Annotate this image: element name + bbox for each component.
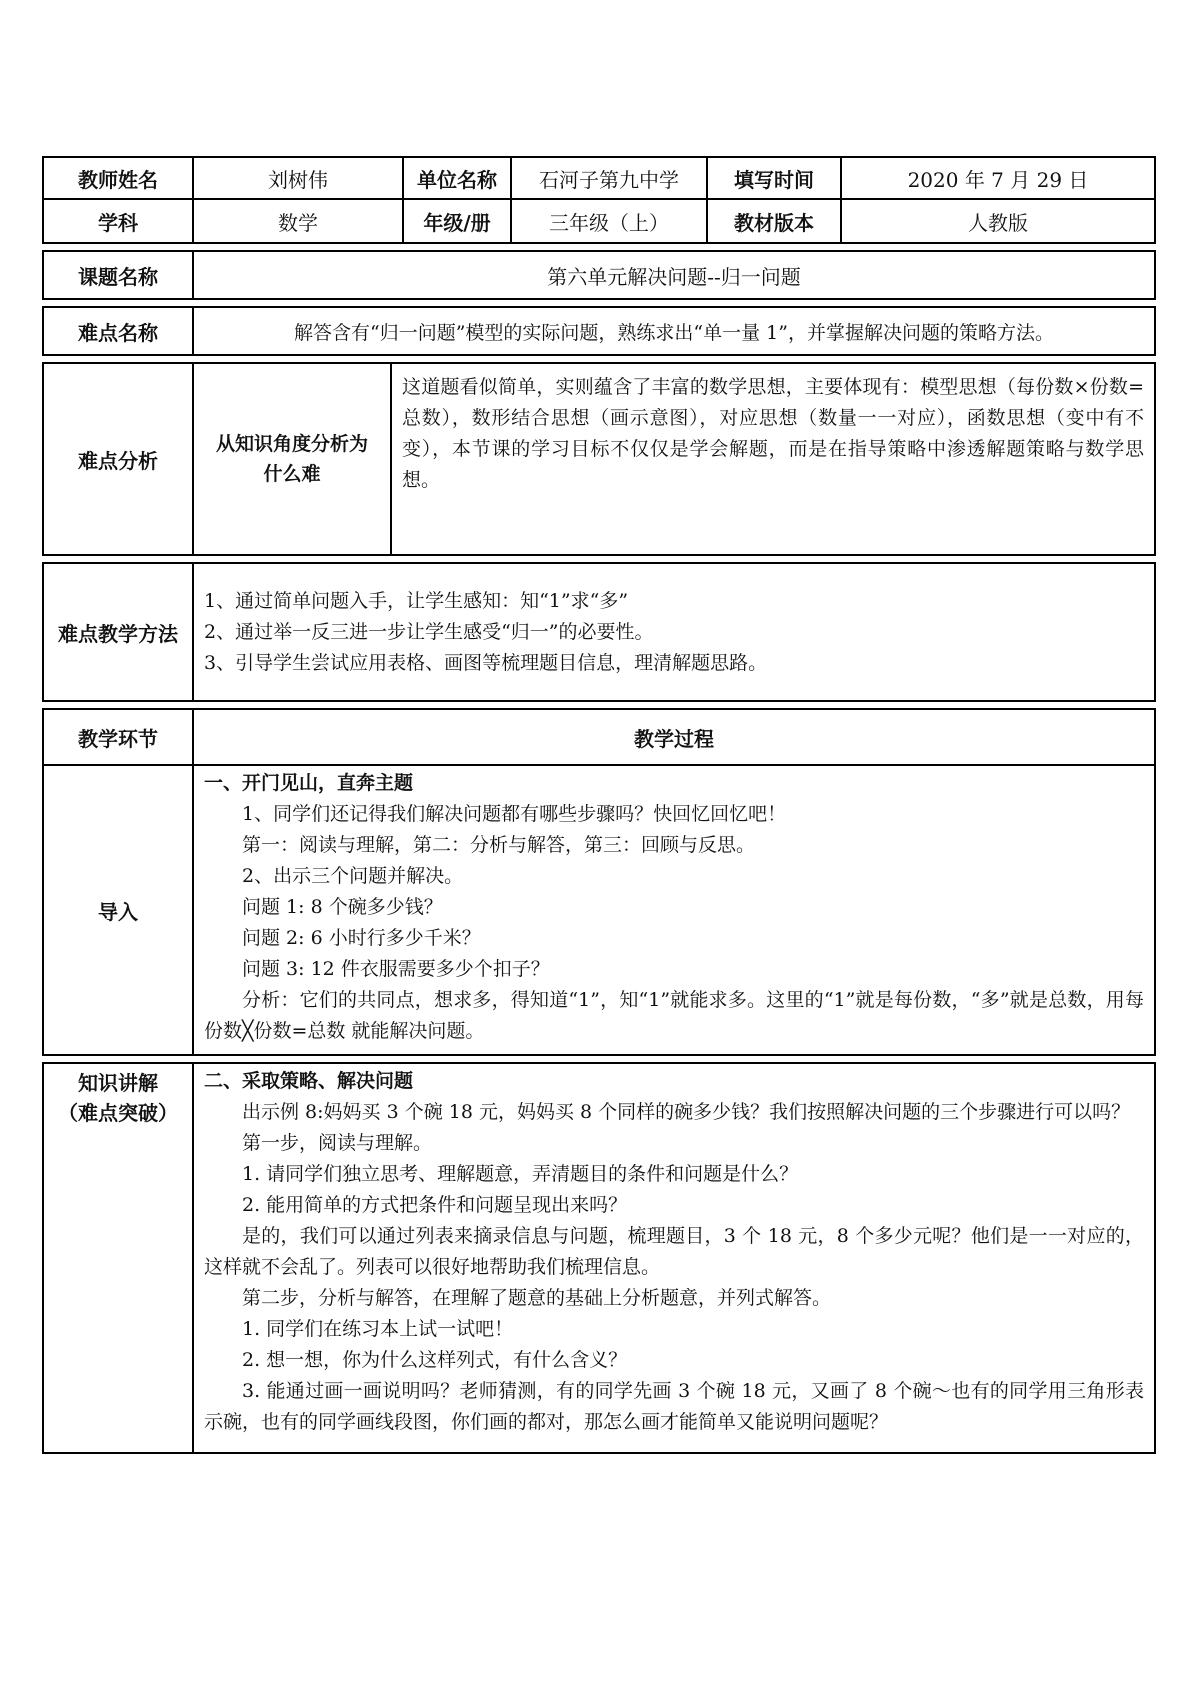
intro-line-3: 2、出示三个问题并解决。: [242, 865, 464, 887]
topic-row: [43, 251, 1155, 299]
intro-line-4: 问题 1: 8 个碗多少钱？: [242, 896, 443, 918]
analysis-label: 难点分析: [43, 363, 193, 555]
lesson-plan-table: [42, 156, 1156, 1454]
knowledge-label-line-1: 知识讲解: [78, 1071, 158, 1095]
intro-line-7: 分析：它们的共同点，想求多，得知道“1”，知“1”就能求多。这里的“1”就是每份数，“多”就是总数，用每份数╳份数=总数 就能解决问题。: [204, 989, 1144, 1042]
method-line-1: 1、通过简单问题入手，让学生感知：知“1”求“多”: [204, 589, 629, 612]
knowledge-line-7: 1. 同学们在练习本上试一试吧！: [242, 1318, 514, 1340]
knowledge-label-line-2: （难点突破）: [58, 1101, 178, 1125]
difficulty-row: [43, 307, 1155, 355]
analysis-text: 这道题看似简单，实则蕴含了丰富的数学思想，主要体现有：模型思想（每份数×份数=总数），数形结合思想（画示意图），对应思想（数量一一对应），函数思想（变中有不变），本节课的学习目标不仅仅是学会解题，而是在指导策略中渗透解题策略与数学思想。: [402, 376, 1144, 491]
method-line-2: 2、通过举一反三进一步让学生感受“归一”的必要性。: [204, 620, 654, 643]
grade-label: 年级/册: [403, 199, 511, 243]
intro-heading: 一、开门见山，直奔主题: [204, 772, 414, 794]
intro-line-1: 1、同学们还记得我们解决问题都有哪些步骤吗？快回忆回忆吧！: [242, 803, 787, 825]
lesson-plan-form: [42, 156, 1154, 1454]
knowledge-line-1: 出示例 8:妈妈买 3 个碗 18 元，妈妈买 8 个同样的碗多少钱？我们按照解决问题的三个步骤进行可以吗？: [242, 1101, 1131, 1123]
intro-row: [43, 765, 1155, 1055]
knowledge-row: [43, 1063, 1155, 1453]
intro-line-2: 第一：阅读与理解，第二：分析与解答，第三：回顾与反思。: [242, 834, 756, 856]
date-label: 填写时间: [707, 157, 841, 199]
intro-line-6: 问题 3: 12 件衣服需要多少个扣子？: [242, 958, 550, 980]
spacer-row-2: [43, 299, 1155, 307]
analysis-text-cell: [391, 363, 1155, 555]
knowledge-line-8: 2. 想一想，你为什么这样列式，有什么含义？: [242, 1349, 628, 1371]
date-value: 2020 年 7 月 29 日: [841, 157, 1155, 199]
knowledge-line-9: 3. 能通过画一画说明吗？老师猜测，有的同学先画 3 个碗 18 元，又画了 8 个碗～也有的同学用三角形表示碗，也有的同学画线段图，你们画的都对，那怎么画才能简单又能说明问题呢？: [204, 1380, 1144, 1433]
spacer-row-4: [43, 555, 1155, 563]
spacer-row-5: [43, 701, 1155, 709]
knowledge-line-5: 是的，我们可以通过列表来摘录信息与问题，梳理题目，3 个 18 元，8 个多少元呢？他们是一一对应的，这样就不会乱了。列表可以很好地帮助我们梳理信息。: [204, 1225, 1144, 1278]
grade-value: 三年级（上）: [511, 199, 707, 243]
method-text-cell: [193, 563, 1155, 701]
teacher-value: 刘树伟: [193, 157, 403, 199]
process-label: 教学过程: [193, 709, 1155, 765]
analysis-row: [43, 363, 1155, 555]
analysis-sub-label: 从知识角度分析为什么难: [193, 363, 391, 555]
unit-label: 单位名称: [403, 157, 511, 199]
teacher-label: 教师姓名: [43, 157, 193, 199]
knowledge-line-3: 1. 请同学们独立思考、理解题意，弄清题目的条件和问题是什么？: [242, 1163, 799, 1185]
knowledge-line-2: 第一步，阅读与理解。: [242, 1132, 433, 1154]
spacer-row-3: [43, 355, 1155, 363]
stage-label: 教学环节: [43, 709, 193, 765]
topic-label: 课题名称: [43, 251, 193, 299]
header-row-2: [43, 199, 1155, 243]
knowledge-line-6: 第二步，分析与解答，在理解了题意的基础上分析题意，并列式解答。: [242, 1287, 832, 1309]
spacer-row-1: [43, 243, 1155, 251]
difficulty-value: 解答含有“归一问题”模型的实际问题，熟练求出“单一量 1”，并掌握解决问题的策略方法。: [193, 307, 1155, 355]
method-row: [43, 563, 1155, 701]
edition-value: 人教版: [841, 199, 1155, 243]
knowledge-text-cell: [193, 1063, 1155, 1453]
knowledge-line-4: 2. 能用简单的方式把条件和问题呈现出来吗？: [242, 1194, 628, 1216]
header-row-1: [43, 157, 1155, 199]
method-line-3: 3、引导学生尝试应用表格、画图等梳理题目信息，理清解题思路。: [204, 651, 768, 674]
subject-label: 学科: [43, 199, 193, 243]
difficulty-label: 难点名称: [43, 307, 193, 355]
intro-text-cell: [193, 765, 1155, 1055]
intro-label: 导入: [43, 765, 193, 1055]
knowledge-heading: 二、采取策略、解决问题: [204, 1070, 414, 1092]
edition-label: 教材版本: [707, 199, 841, 243]
topic-value: 第六单元解决问题--归一问题: [193, 251, 1155, 299]
method-label: 难点教学方法: [43, 563, 193, 701]
unit-value: 石河子第九中学: [511, 157, 707, 199]
subject-value: 数学: [193, 199, 403, 243]
knowledge-label: [43, 1063, 193, 1453]
process-header-row: [43, 709, 1155, 765]
intro-line-5: 问题 2: 6 小时行多少千米？: [242, 927, 481, 949]
spacer-row-6: [43, 1055, 1155, 1063]
